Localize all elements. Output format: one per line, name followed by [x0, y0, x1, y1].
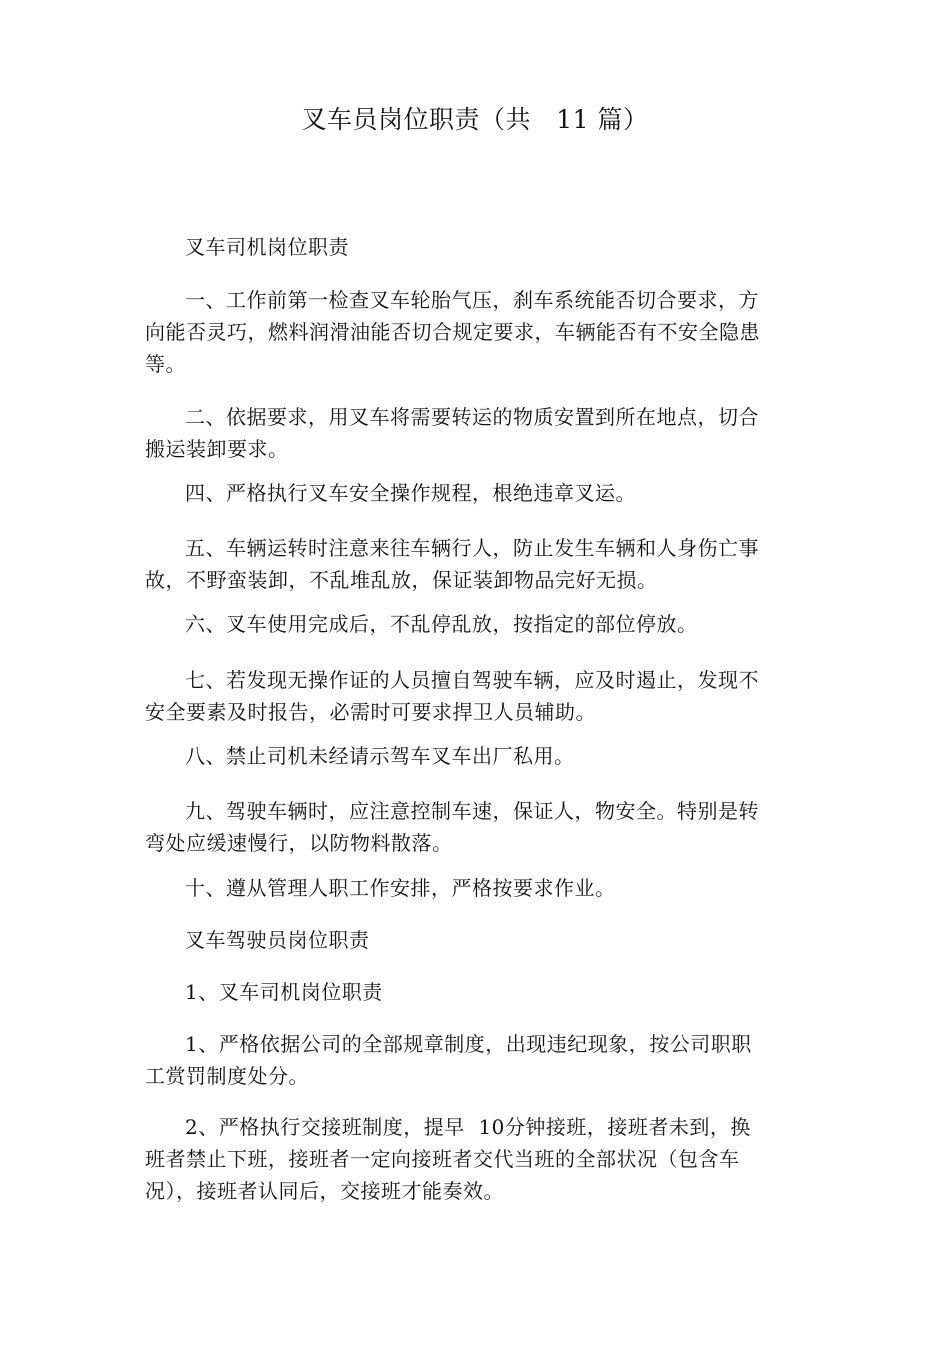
- paragraph-rule-1: 1、严格依据公司的全部规章制度，出现违纪现象，按公司职职工赏罚制度处分。: [145, 1032, 752, 1088]
- paragraph-item-10: 十、遵从管理人职工作安排，严格按要求作业。: [185, 876, 616, 900]
- paragraph-item-6: 六、叉车使用完成后，不乱停乱放，按指定的部位停放。: [185, 612, 698, 636]
- paragraph-item-4: 四、严格执行叉车安全操作规程，根绝违章叉运。: [185, 481, 636, 505]
- paragraph-heading-forklift-driver-duties: 叉车司机岗位职责: [185, 235, 349, 259]
- paragraph-subheading-1: 1、叉车司机岗位职责: [185, 980, 383, 1004]
- paragraph-item-2: 二、依据要求，用叉车将需要转运的物质安置到所在地点，切合搬运装卸要求。: [145, 405, 759, 461]
- paragraph-item-5: 五、车辆运转时注意来往车辆行人，防止发生车辆和人身伤亡事故，不野蛮装卸，不乱堆乱放，保证装卸物品完好无损。: [145, 536, 759, 592]
- paragraph-item-1: 一、工作前第一检查叉车轮胎气压，刹车系统能否切合要求，方向能否灵巧，燃料润滑油能否切合规定要求，车辆能否有不安全隐患等。: [145, 288, 760, 376]
- paragraph-heading-forklift-operator-duties: 叉车驾驶员岗位职责: [185, 928, 370, 952]
- document-title: 叉车员岗位职责（共 11 篇）: [301, 105, 649, 134]
- paragraph-item-9: 九、驾驶车辆时，应注意控制车速，保证人，物安全。特别是转弯处应缓速慢行，以防物料散落。: [145, 799, 759, 855]
- paragraph-item-8: 八、禁止司机未经请示驾车叉车出厂私用。: [185, 744, 575, 768]
- paragraph-item-7: 七、若发现无操作证的人员擅自驾驶车辆，应及时遏止，发现不安全要素及时报告，必需时可要求捍卫人员辅助。: [145, 668, 759, 724]
- paragraph-rule-2: 2、严格执行交接班制度，提早 10分钟接班，接班者未到，换班者禁止下班，接班者一定向接班者交代当班的全部状况（包含车况），接班者认同后，交接班才能奏效。: [145, 1115, 751, 1203]
